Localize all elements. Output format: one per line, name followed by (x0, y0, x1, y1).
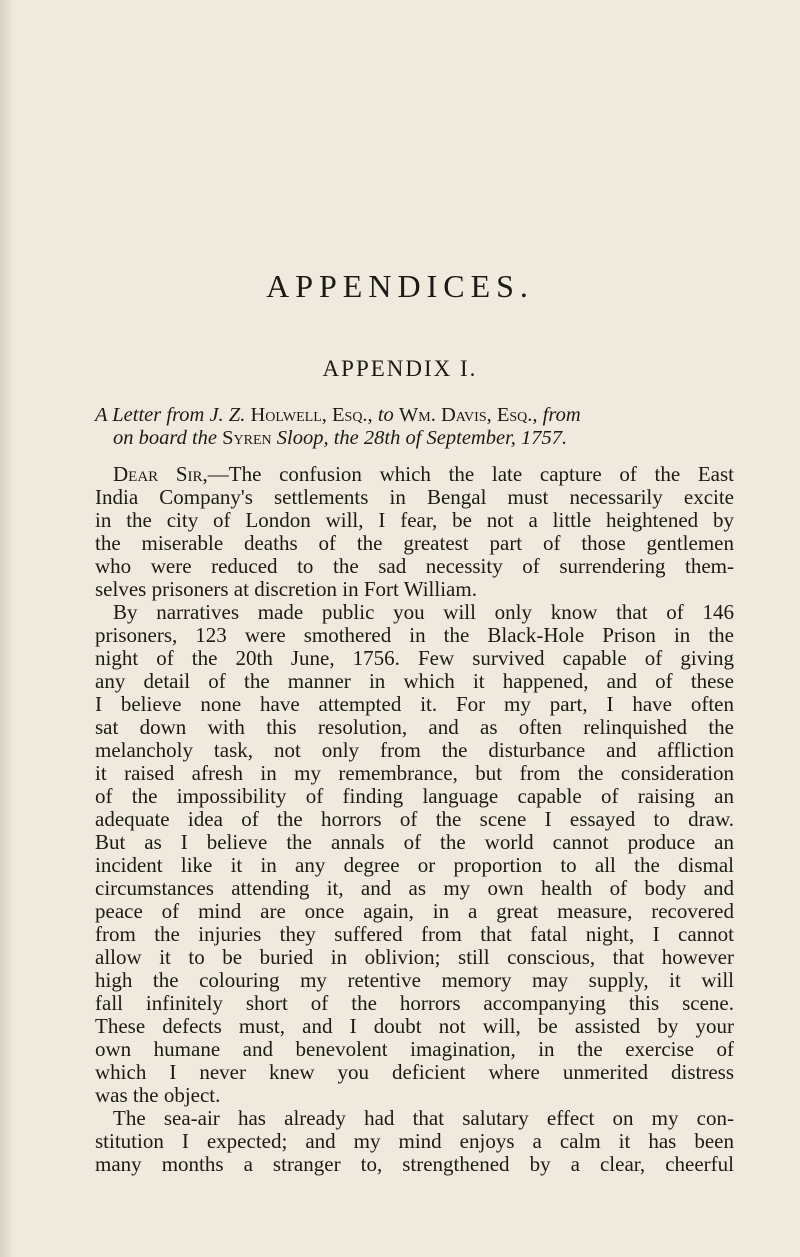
heading-to: to (372, 404, 399, 426)
text-line: stitution I expected; and my mind enjoys a calm it has been (95, 1129, 734, 1153)
text-line: who were reduced to the sad necessity of surrendering them- (95, 554, 734, 578)
text-line: peace of mind are once again, in a great measure, recovered (95, 899, 734, 923)
letter-body (95, 463, 734, 1176)
text-line (95, 463, 734, 486)
text-line: allow it to be buried in oblivion; still conscious, that however (95, 945, 734, 969)
appendix-title: APPENDIX I. (322, 356, 478, 381)
text-line: These defects must, and I doubt not will, be assisted by your (95, 1014, 734, 1038)
text-line: was the object. (95, 1083, 221, 1107)
heading-line2-b: Sloop, the 28th of September, 1757. (271, 427, 568, 449)
heading-recipient: Wm. Davis, Esq., (398, 404, 538, 426)
text-line: selves prisoners at discretion in Fort William. (95, 577, 477, 601)
text-line: adequate idea of the horrors of the scene I essayed to draw. (95, 807, 734, 831)
text-line: high the colouring my retentive memory may supply, it will (95, 968, 734, 992)
text-line: of the impossibility of finding language capable of raising an (95, 784, 734, 808)
text-line: any detail of the manner in which it happened, and of these (95, 669, 734, 693)
heading-ship: Syren (222, 427, 272, 449)
text-line: own humane and benevolent imagination, in the exercise of (95, 1037, 734, 1061)
page-gutter-shadow (0, 0, 14, 1257)
text-line: which I never knew you deficient where unmerited distress (95, 1060, 734, 1084)
heading-prefix: A Letter from J. Z. (95, 404, 251, 426)
heading-from: from (537, 404, 581, 426)
text-line: the miserable deaths of the greatest part of those gentlemen (95, 531, 734, 555)
salutation: Dear Sir, (113, 462, 208, 486)
heading-line2-a: on board the (113, 427, 223, 449)
text-line: it raised afresh in my remembrance, but from the consideration (95, 761, 734, 785)
letter-heading (95, 404, 735, 450)
text-line: I believe none have attempted it. For my part, I have often (95, 692, 734, 716)
heading-line-2 (95, 427, 735, 450)
text-line: But as I believe the annals of the world cannot produce an (95, 830, 734, 854)
text-line: melancholy task, not only from the disturbance and affliction (95, 738, 734, 762)
text-line-content: —The confusion which the late capture of the East (207, 462, 734, 486)
text-line: incident like it in any degree or proportion to all the dismal (95, 853, 734, 877)
text-line: night of the 20th June, 1756. Few survived capable of giving (95, 646, 734, 670)
text-line: The sea-air has already had that salutary effect on my con- (113, 1106, 734, 1130)
text-line: India Company's settlements in Bengal must necessarily excite (95, 485, 734, 509)
running-head: APPENDICES. (266, 268, 534, 304)
text-line: circumstances attending it, and as my own health of body and (95, 876, 734, 900)
text-line: from the injuries they suffered from that fatal night, I cannot (95, 922, 734, 946)
text-line: sat down with this resolution, and as often relinquished the (95, 715, 734, 739)
text-line: By narratives made public you will only know that of 146 (113, 600, 734, 624)
heading-author: Holwell, Esq., (250, 404, 373, 426)
text-line: in the city of London will, I fear, be not a little heightened by (95, 508, 734, 532)
text-line: fall infinitely short of the horrors accompanying this scene. (95, 991, 734, 1015)
text-line: prisoners, 123 were smothered in the Black-Hole Prison in the (95, 623, 734, 647)
text-line: many months a stranger to, strengthened by a clear, cheerful (95, 1152, 734, 1176)
